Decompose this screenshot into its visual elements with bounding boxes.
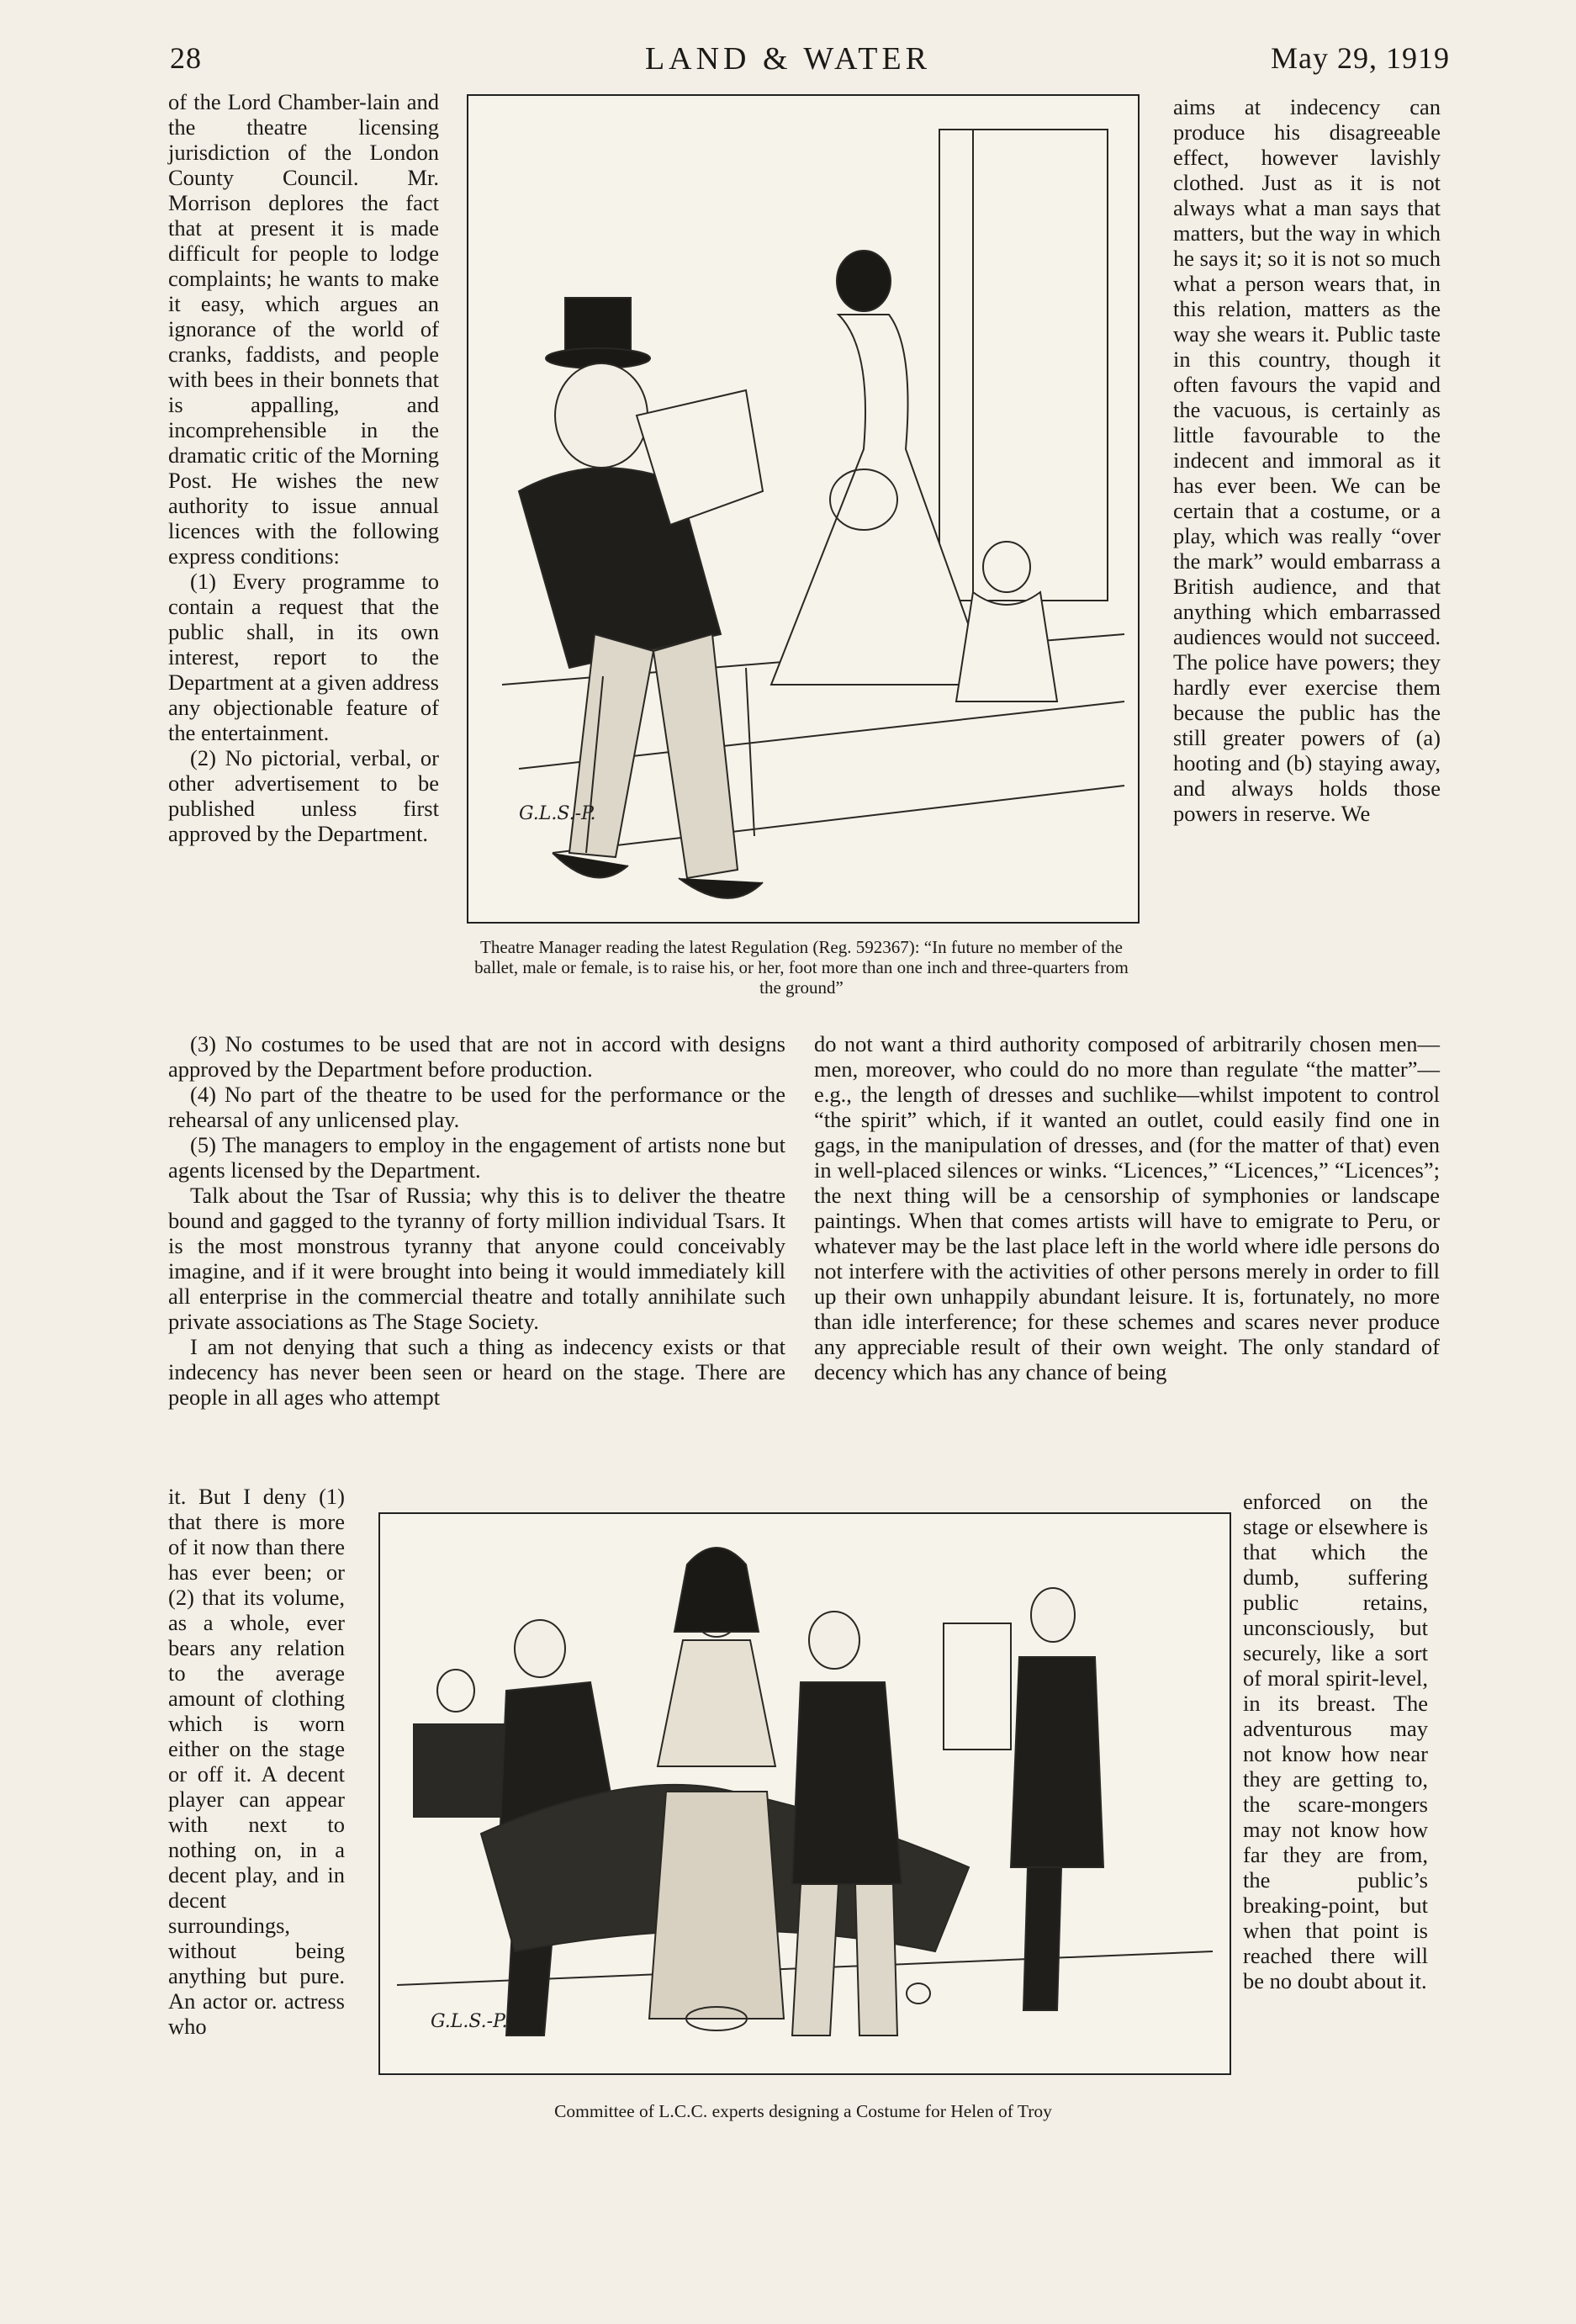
- issue-date: May 29, 1919: [1271, 41, 1450, 75]
- page-number: 28: [170, 41, 202, 75]
- masthead-title: LAND & WATER: [644, 41, 932, 77]
- column-left-bottom: [168, 1484, 345, 2039]
- paragraph-intro: of the Lord Chamber-lain and the theatre licensing jurisdiction of the London County Council. Mr. Morrison deplores the fact that at present it is made difficult for people to lodge complaints; he wants to make it easy, which argues an ignorance of the world of cranks, faddists, and people with bees in their bonnets that is appalling, and incomprehensible in the dramatic critic of the Morning Post. He wishes the new authority to issue annual licences with the following express conditions:: [168, 89, 439, 569]
- figure-caption-1: Theatre Manager reading the latest Regulation (Reg. 592367): “In future no member of the ballet, male or female, is to raise his, or her, foot more than one inch and three-quarters from the ground”: [474, 937, 1129, 998]
- paragraph-right-bottom: enforced on the stage or elsewhere is that which the dumb, suffering public retains, unconsciously, but securely, like a sort of moral spirit-level, in its breast. The adventurous may not know how near they are getting to, the scare-mongers may not know how far they are from, the public’s breaking-point, but when that point is reached there will be no doubt about it.: [1243, 1489, 1429, 1993]
- column-left-top: [168, 89, 439, 846]
- committee-costume-illustration-icon: [380, 1514, 1230, 2073]
- paragraph-deny: it. But I deny (1) that there is more of it now than there has ever been; or (2) that its volume, as a whole, ever bears any relation to the average amount of clothing which is worn either on the stage or off it. A decent player can appear with next to nothing on, in a decent play, and in decent surroundings, without being anything but pure. An actor or. actress who: [168, 1484, 345, 2039]
- paragraph-condition-1: (1) Every programme to contain a request that the public shall, in its own interest, report to the Department at a given address any objectionable feature of the entertainment.: [168, 569, 439, 745]
- paragraph-condition-4: (4) No part of the theatre to be used for the performance or the rehearsal of any unlicensed play.: [168, 1082, 785, 1132]
- illustration-signature-1: G.L.S.-P.: [519, 803, 596, 824]
- theatre-manager-illustration-icon: [468, 96, 1138, 922]
- paragraph-third-authority: do not want a third authority composed of arbitrarily chosen men—men, moreover, who could do no more than regulate “the matter”—e.g., the length of dresses and suchlike—whilst impotent to control “the spirit” which, if it wanted an outlet, could easily find one in gags, in the manipulation of dresses, and (for the matter of that) even in well-placed silences or winks. “Licences,” “Licences,” “Licences”; the next thing will be a censorship of symphonies or landscape paintings. When that comes artists will have to emigrate to Peru, or whatever may be the last place left in the world where idle persons do not interfere with the activities of other persons merely in order to fill up their own unhappily abundant leisure. It is, fortunately, no more than idle interference; for these schemes and scares never produce any appreciable result of their own weight. The only standard of decency which has any chance of being: [814, 1031, 1440, 1384]
- illustration-signature-2: G.L.S.-P.: [431, 2011, 508, 2032]
- paragraph-condition-2: (2) No pictorial, verbal, or other advertisement to be published unless first approved by the Department.: [168, 745, 439, 846]
- illustration-frame-1: [467, 94, 1140, 924]
- illustration-frame-2: [378, 1512, 1231, 2075]
- column-right-bottom: [1243, 1489, 1428, 1993]
- paragraph-condition-5: (5) The managers to employ in the engagement of artists none but agents licensed by the Department.: [168, 1132, 785, 1183]
- paragraph-indecency: I am not denying that such a thing as indecency exists or that indecency has never been seen or heard on the stage. There are people in all ages who attempt: [168, 1334, 785, 1410]
- paragraph-right-top: aims at indecency can produce his disagreeable effect, however lavishly clothed. Just as it is not always what a man says that matters, but the way in which he says it; so it is not so much what a person wears that, in this relation, matters as the way she wears it. Public taste in this country, though it often favours the vapid and the vacuous, is certainly as little favourable to the indecent and immoral as it has ever been. We can be certain that a costume, or a play, which was really “over the mark” would embarrass a British audience, and that anything which embarrassed audiences would not succeed. The police have powers; they hardly ever exercise them because the public has the still greater powers of (a) hooting and (b) staying away, and always holds those powers in reserve. We: [1173, 94, 1441, 826]
- column-right-top: [1173, 94, 1441, 826]
- figure-caption-2: Committee of L.C.C. experts designing a Costume for Helen of Troy: [554, 2101, 1052, 2121]
- paragraph-condition-3: (3) No costumes to be used that are not in accord with designs approved by the Department before production.: [168, 1031, 785, 1082]
- column-center-right: [814, 1031, 1440, 1384]
- paragraph-tsar: Talk about the Tsar of Russia; why this is to deliver the theatre bound and gagged to the tyranny of forty million individual Tsars. It is the most monstrous tyranny that anyone could conceivably imagine, and if it were brought into being it would immediately kill all enterprise in the commercial theatre and totally annihilate such private associations as The Stage Society.: [168, 1183, 785, 1334]
- column-center-left: [168, 1031, 785, 1410]
